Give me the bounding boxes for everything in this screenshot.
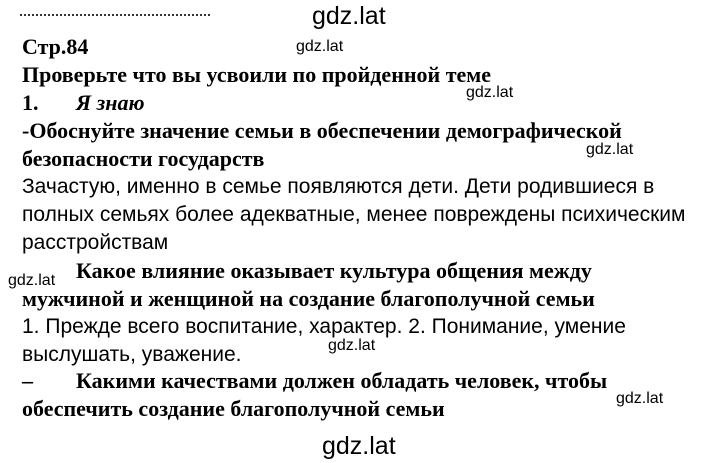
- watermark: gdz.lat: [8, 272, 56, 289]
- page-label: Стр.84: [22, 34, 89, 59]
- answer-2-line-2: выслушать, уважение.: [22, 343, 242, 366]
- question-1-line-1: -Обоснуйте значение семьи в обеспечении демографической: [22, 118, 622, 143]
- watermark: gdz.lat: [616, 390, 664, 407]
- question-2-line-1: Какое влияние оказывает культура общения между: [76, 258, 592, 283]
- watermark: gdz.lat: [466, 84, 514, 101]
- cropped-top-text-fragment: [20, 14, 210, 19]
- watermark: gdz.lat: [586, 141, 634, 158]
- answer-1-line-1: Зачастую, именно в семье появляются дети. Дети родившиеся в: [22, 175, 655, 198]
- watermark: gdz.lat: [296, 38, 344, 55]
- question-3-dash: –: [22, 368, 33, 393]
- question-2-line-2: мужчиной и женщиной на создание благополучной семьи: [22, 286, 595, 311]
- question-3-line-1: Какими качествами должен обладать человек, чтобы: [76, 368, 608, 393]
- watermark-top: gdz.lat: [312, 2, 386, 30]
- question-3-line-2: обеспечить создание благополучной семьи: [22, 396, 445, 421]
- subsection-title: Я знаю: [76, 90, 145, 115]
- answer-1-line-3: расстройствам: [22, 231, 169, 254]
- subsection-number: 1.: [22, 90, 39, 115]
- answer-1-line-2: полных семьях более адекватные, менее повреждены психическим: [22, 203, 686, 226]
- section-title: Проверьте что вы усвоили по пройденной теме: [22, 62, 492, 87]
- answer-2-line-1: 1. Прежде всего воспитание, характер. 2. Понимание, умение: [22, 315, 626, 338]
- watermark: gdz.lat: [328, 337, 376, 354]
- watermark-bottom: gdz.lat: [322, 432, 396, 460]
- question-1-line-2: безопасности государств: [22, 146, 265, 171]
